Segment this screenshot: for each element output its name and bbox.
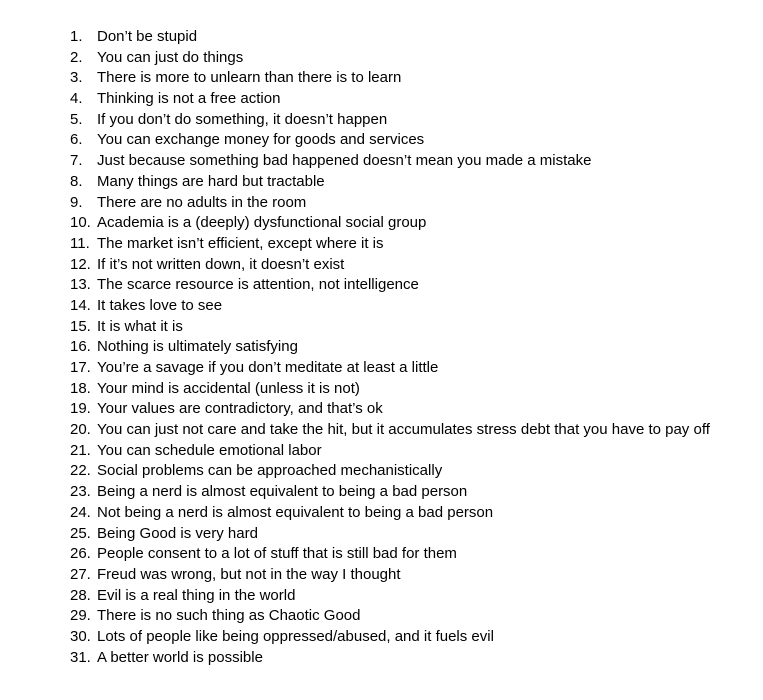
item-number: 14. [70,296,91,314]
item-text: Many things are hard but tractable [97,172,325,190]
item-text: You can exchange money for goods and services [97,131,425,149]
list-item [0,586,763,607]
list-item [0,461,763,482]
item-text: If you don’t do something, it doesn’t happen [97,110,388,128]
numbered-list [0,27,763,668]
item-number: 31. [70,648,91,666]
list-item [0,648,763,669]
list-item [0,48,763,69]
item-text: You can schedule emotional labor [97,441,322,459]
item-text: You can just do things [97,48,244,66]
item-text: Your mind is accidental (unless it is not) [97,379,360,397]
list-item [0,420,763,441]
list-item [0,399,763,420]
item-number: 27. [70,565,91,583]
item-text: Thinking is not a free action [97,90,281,108]
list-item [0,234,763,255]
item-number: 28. [70,586,91,604]
item-number: 19. [70,400,91,418]
item-text: There is more to unlearn than there is to learn [97,69,402,87]
item-text: It is what it is [97,317,183,335]
list-item [0,503,763,524]
item-text: You can just not care and take the hit, but it accumulates stress debt that you have to pay off [97,421,710,439]
item-text: Academia is a (deeply) dysfunctional social group [97,214,427,232]
list-item [0,606,763,627]
list-item [0,337,763,358]
item-number: 4. [70,90,83,108]
item-text: There is no such thing as Chaotic Good [97,607,361,625]
item-text: Just because something bad happened doesn’t mean you made a mistake [97,152,592,170]
item-text: The scarce resource is attention, not intelligence [97,276,419,294]
item-text: Don’t be stupid [97,28,198,45]
item-number: 7. [70,152,83,170]
item-text: Your values are contradictory, and that’s ok [97,400,383,418]
list-item [0,255,763,276]
item-text: Evil is a real thing in the world [97,586,296,604]
list-item [0,544,763,565]
item-number: 13. [70,276,91,294]
item-number: 12. [70,255,91,273]
list-item [0,151,763,172]
item-text: Not being a nerd is almost equivalent to being a bad person [97,503,494,521]
list-item [0,275,763,296]
item-number: 2. [70,48,83,66]
item-text: People consent to a lot of stuff that is still bad for them [97,545,457,563]
list-item [0,110,763,131]
list-item [0,130,763,151]
item-number: 11. [70,234,90,252]
list-item [0,89,763,110]
item-text: There are no adults in the room [97,193,307,211]
item-text: The market isn’t efficient, except where it is [97,234,384,252]
item-number: 16. [70,338,91,356]
item-number: 17. [70,359,91,376]
item-number: 10. [70,214,91,232]
list-item [0,358,763,379]
document-page [0,27,763,668]
item-number: 18. [70,379,91,397]
list-item [0,193,763,214]
list-item [0,441,763,462]
item-text: If it’s not written down, it doesn’t exist [97,255,345,273]
item-number: 25. [70,524,91,542]
list-item [0,213,763,234]
list-item [0,565,763,586]
item-text: Being Good is very hard [97,524,258,542]
list-item [0,27,763,48]
list-item [0,524,763,545]
list-item [0,627,763,648]
item-text: It takes love to see [97,296,223,314]
list-item [0,68,763,89]
item-number: 23. [70,483,91,501]
list-item [0,379,763,400]
item-number: 6. [70,131,83,149]
item-number: 15. [70,317,91,335]
item-text: Being a nerd is almost equivalent to being a bad person [97,483,468,501]
item-number: 3. [70,69,83,87]
item-number: 8. [70,172,83,190]
item-number: 5. [70,110,83,128]
item-number: 21. [70,441,91,459]
list-item [0,296,763,317]
list-item [0,317,763,338]
item-number: 9. [70,193,83,211]
item-text: You’re a savage if you don’t meditate at least a little [97,359,439,376]
item-number: 24. [70,503,91,521]
item-number: 20. [70,421,91,439]
item-text: Nothing is ultimately satisfying [97,338,298,356]
list-item [0,172,763,193]
item-text: Lots of people like being oppressed/abused, and it fuels evil [97,627,494,645]
item-number: 26. [70,545,91,563]
item-text: Freud was wrong, but not in the way I thought [97,565,401,583]
list-item [0,482,763,503]
item-number: 22. [70,462,91,480]
item-text: Social problems can be approached mechanistically [97,462,443,480]
item-number: 30. [70,627,91,645]
item-number: 29. [70,607,91,625]
item-number: 1. [70,28,83,45]
item-text: A better world is possible [97,648,263,666]
